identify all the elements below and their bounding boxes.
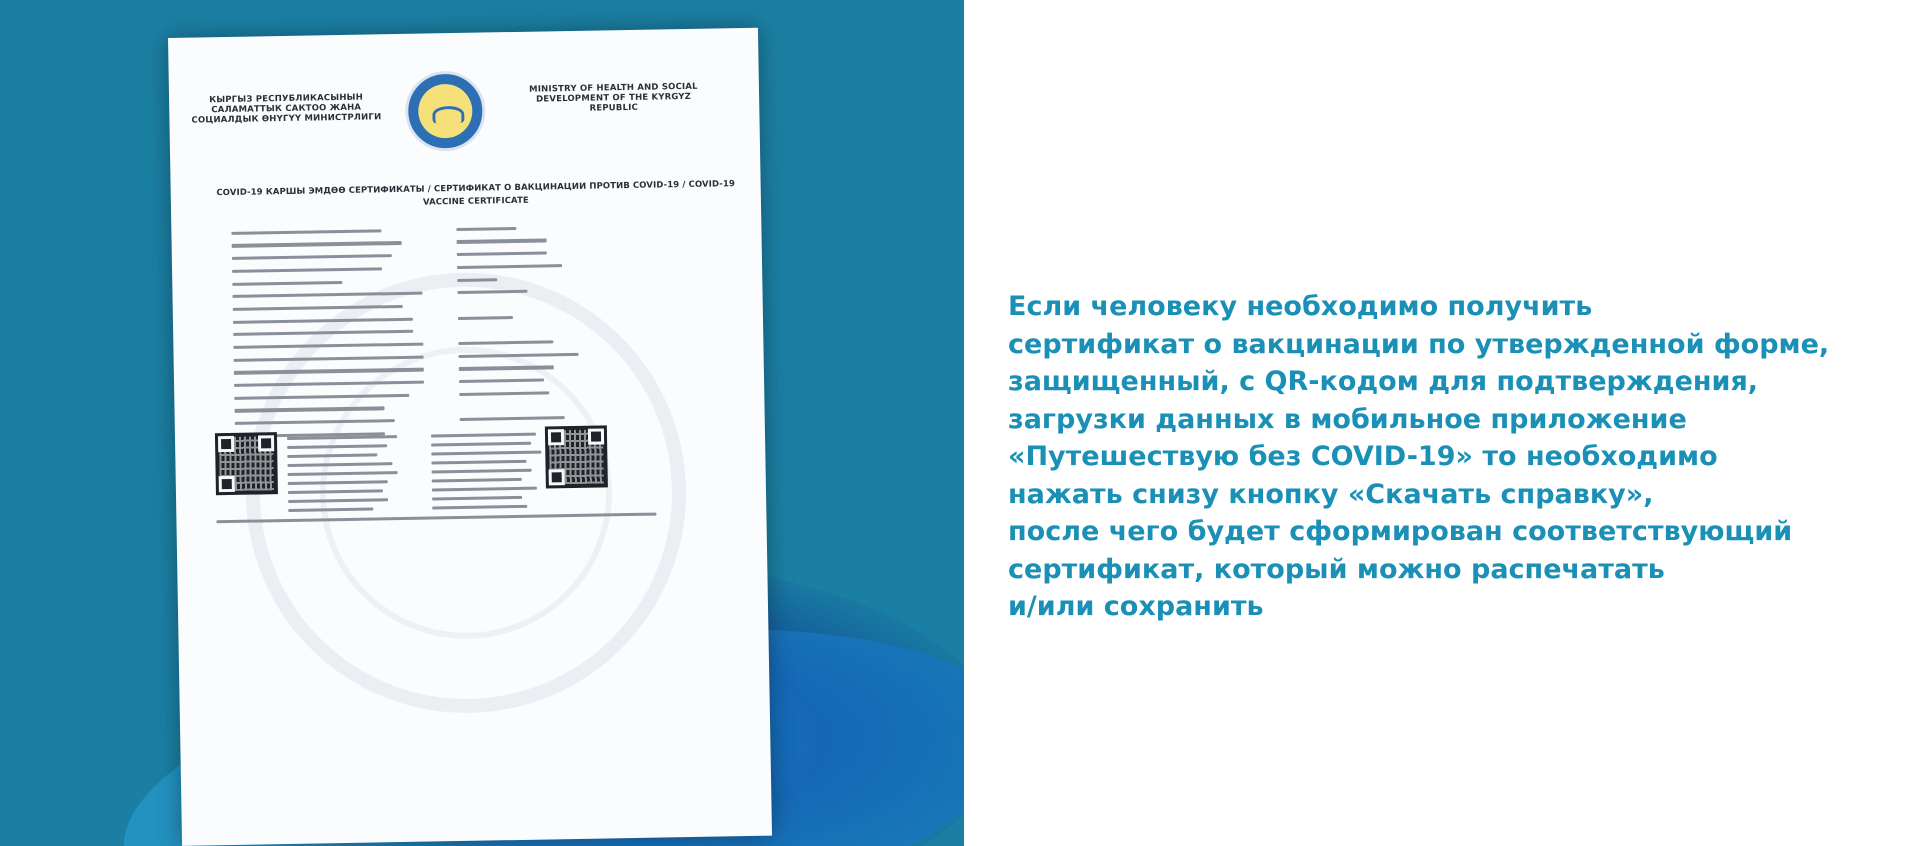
certificate-document [168,28,772,846]
qr-instructions-right [431,430,542,513]
qr-code-icon [545,425,608,488]
instruction-text: Если человеку необходимо получить сертификат о вакцинации по утвержденной форме, защищенный, с QR-кодом для подтверждения, загрузки данных в мобильное приложение «Путешествую без COVID-19» то необходимо нажать снизу кнопку «Скачать справку», после чего будет сформирован соответствующий сертификат, который можно распечатать и/или сохранить [1008,291,1830,622]
qr-instructions-left [287,432,398,515]
qr-code-icon [215,432,278,495]
certificate-fields [231,218,725,442]
certificate-header-right: MINISTRY OF HEALTH AND SOCIAL DEVELOPMENT OF THE KYRGYZ REPUBLIC [529,81,698,114]
certificate-header-left: КЫРГЫЗ РЕСПУБЛИКАСЫНЫН САЛАМАТТЫК САКТОО ЖАНА СОЦИАЛДЫК ӨНҮГҮҮ МИНИСТРЛИГИ [191,92,382,126]
certificate-title: COVID-19 КАРШЫ ЭМДӨӨ СЕРТИФИКАТЫ / СЕРТИФИКАТ О ВАКЦИНАЦИИ ПРОТИВ COVID-19 / COVID-19 VACCINE CERTIFICATE [216,179,736,208]
state-emblem-icon [405,70,486,151]
